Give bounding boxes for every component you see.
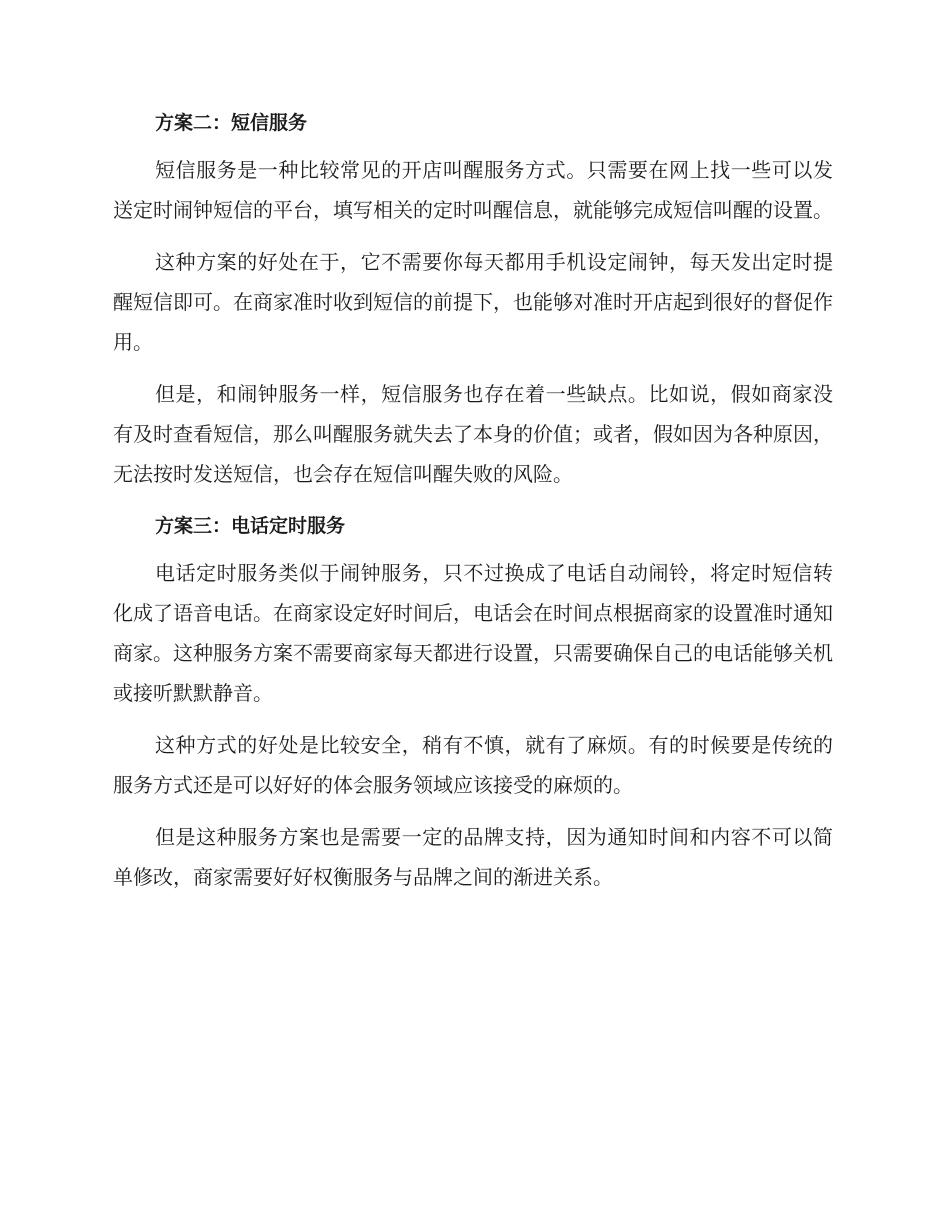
section-heading-sms: 方案二：短信服务 bbox=[155, 112, 308, 134]
paragraph-phone-advantage: 这种方式的好处是比较安全，稍有不慎，就有了麻烦。有的时候要是传统的服务方式还是可以好好的体会服务领域应该接受的麻烦的。 bbox=[113, 733, 833, 797]
document-page bbox=[113, 103, 833, 909]
paragraph-sms-advantage: 这种方案的好处在于，它不需要你每天都用手机设定闹钟，每天发出定时提醒短信即可。在商家准时收到短信的前提下，也能够对准时开店起到很好的督促作用。 bbox=[113, 250, 833, 354]
paragraph-phone-intro: 电话定时服务类似于闹钟服务，只不过换成了电话自动闹铃，将定时短信转化成了语音电话。在商家设定好时间后，电话会在时间点根据商家的设置准时通知商家。这种服务方案不需要商家每天都进行设置，只需要确保自己的电话能够关机或接听默默静音。 bbox=[113, 561, 833, 705]
paragraph-sms-intro: 短信服务是一种比较常见的开店叫醒服务方式。只需要在网上找一些可以发送定时闹钟短信的平台，填写相关的定时叫醒信息，就能够完成短信叫醒的设置。 bbox=[113, 158, 833, 222]
paragraph-phone-drawback: 但是这种服务方案也是需要一定的品牌支持，因为通知时间和内容不可以简单修改，商家需要好好权衡服务与品牌之间的渐进关系。 bbox=[113, 825, 833, 889]
section-heading-phone: 方案三：电话定时服务 bbox=[155, 515, 346, 537]
paragraph-sms-drawback: 但是，和闹钟服务一样，短信服务也存在着一些缺点。比如说，假如商家没有及时查看短信，那么叫醒服务就失去了本身的价值；或者，假如因为各种原因，无法按时发送短信，也会存在短信叫醒失败的风险。 bbox=[113, 382, 833, 486]
